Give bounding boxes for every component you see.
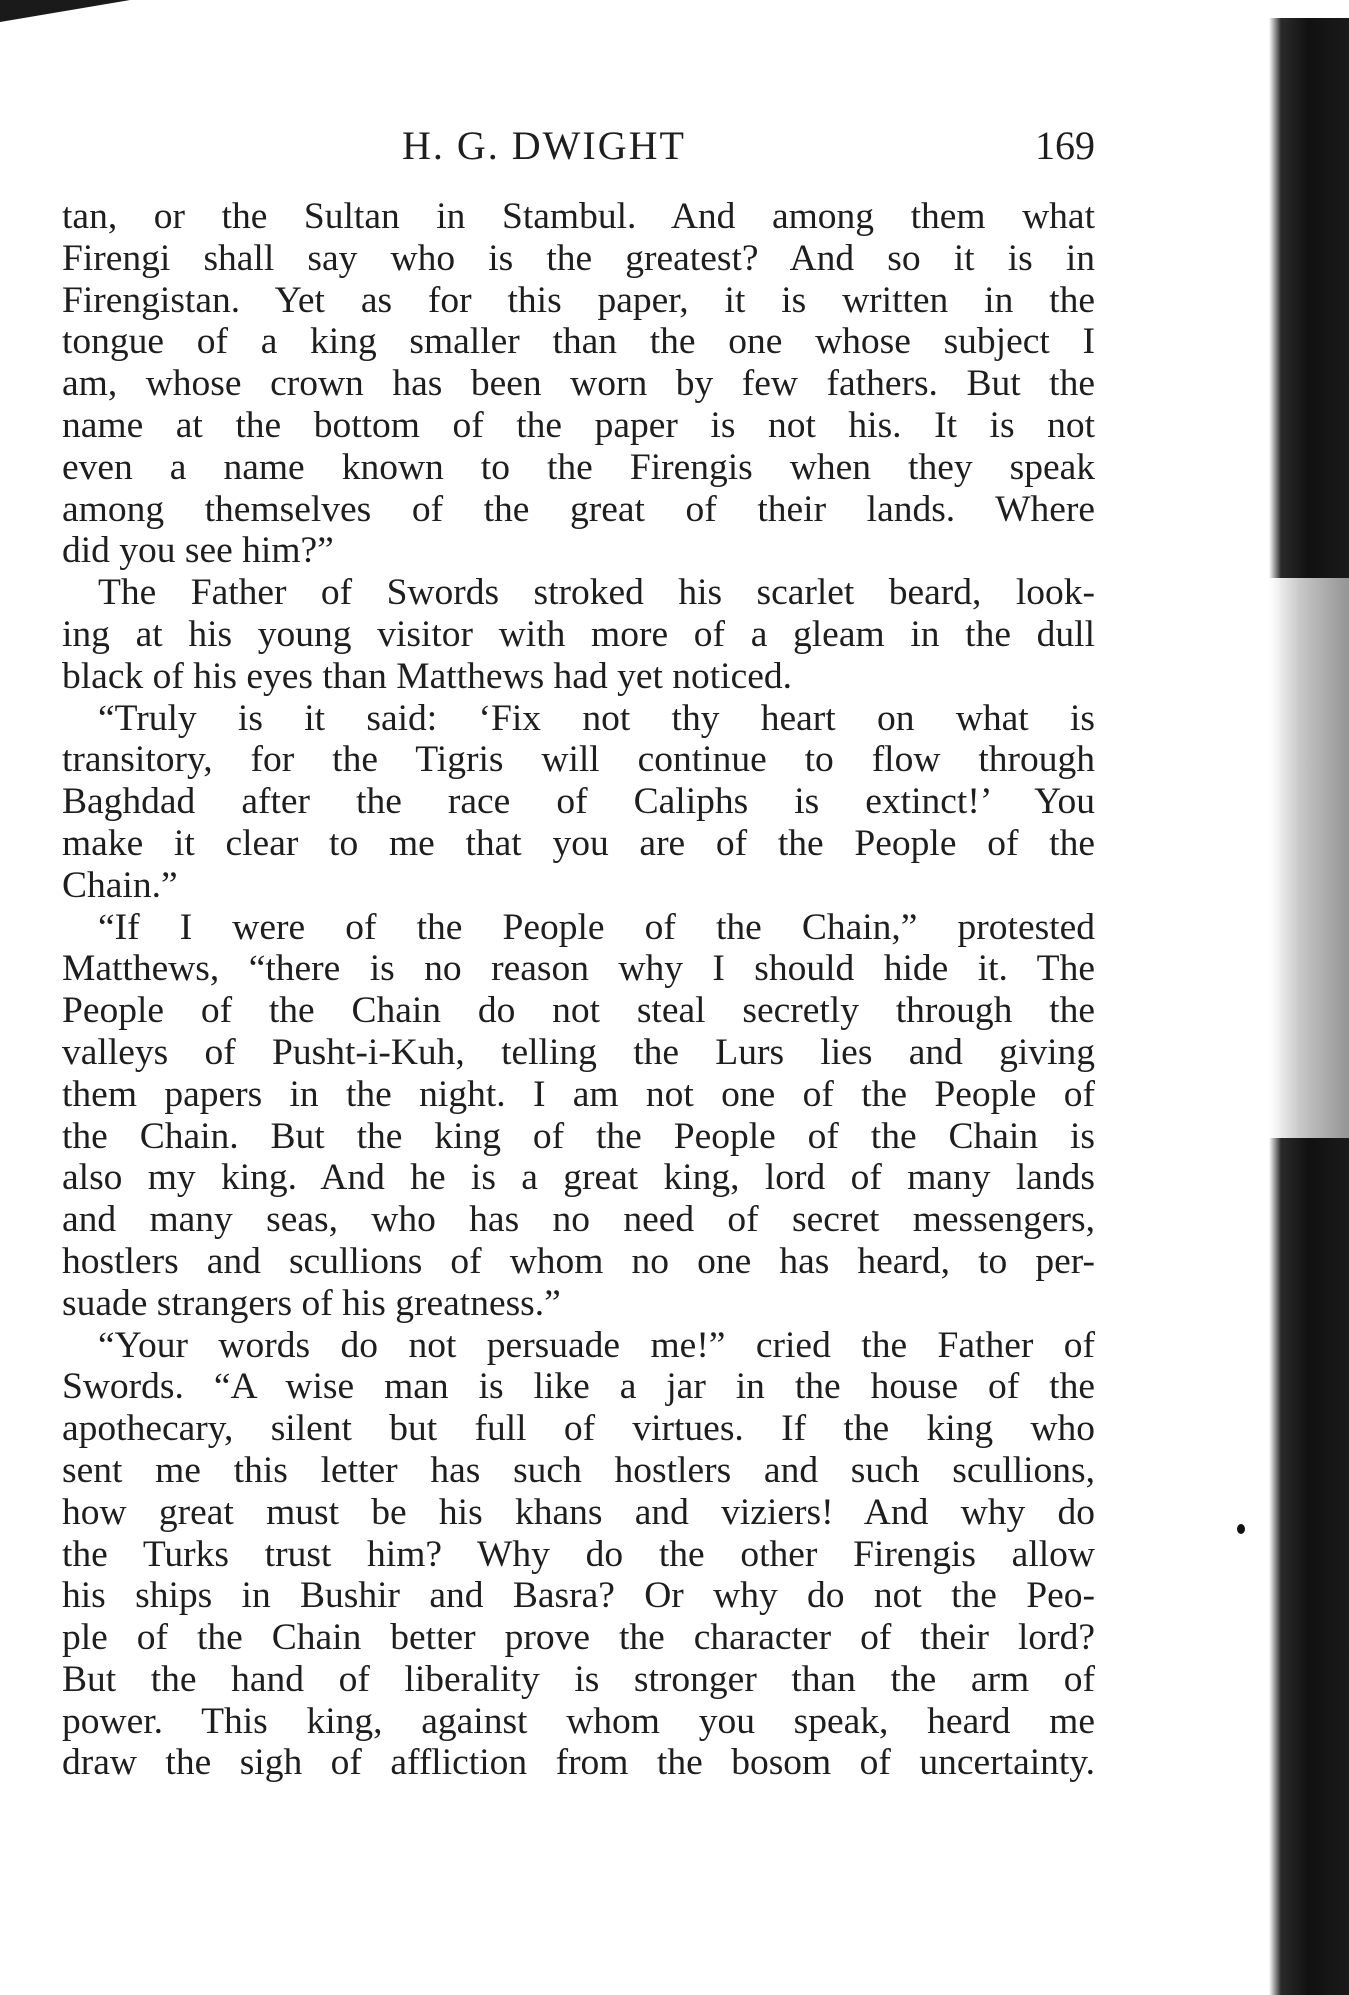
text-line: am, whose crown has been worn by few fathers. But the <box>62 363 1095 405</box>
text-line: ing at his young visitor with more of a gleam in the dull <box>62 613 1095 655</box>
text-line: Swords. “A wise man is like a jar in the house of the <box>62 1366 1095 1408</box>
text-line: sent me this letter has such hostlers and such scullions, <box>62 1449 1095 1491</box>
text-line: even a name known to the Firengis when they speak <box>62 446 1095 488</box>
page-number: 169 <box>1035 123 1095 168</box>
ink-dot <box>1237 1524 1245 1534</box>
text-line: his ships in Bushir and Basra? Or why do not the Peo- <box>62 1575 1095 1617</box>
text-line: “Your words do not persuade me!” cried the Father of <box>98 1324 1095 1366</box>
text-line: suade strangers of his greatness.” <box>62 1282 561 1324</box>
text-line: did you see him?” <box>62 530 334 572</box>
book-binding-shadow <box>1269 18 1349 1995</box>
text-line: “Truly is it said: ‘Fix not thy heart on what is <box>98 697 1095 739</box>
text-line: transitory, for the Tigris will continue to flow through <box>62 739 1095 781</box>
text-line: People of the Chain do not steal secretly through the <box>62 990 1095 1032</box>
text-line: draw the sigh of affliction from the bosom of uncertainty. <box>62 1742 1095 1784</box>
text-line: make it clear to me that you are of the People of the <box>62 822 1095 864</box>
body-text <box>62 196 1095 1784</box>
text-line: valleys of Pusht-i-Kuh, telling the Lurs lies and giving <box>62 1031 1095 1073</box>
text-line: hostlers and scullions of whom no one has heard, to per- <box>62 1240 1095 1282</box>
scan-corner-mark <box>0 0 130 22</box>
text-line: Baghdad after the race of Caliphs is extinct!’ You <box>62 781 1095 823</box>
text-line: “If I were of the People of the Chain,” protested <box>98 906 1095 948</box>
binding-shadow-gap <box>1269 578 1349 1138</box>
text-line: among themselves of the great of their lands. Where <box>62 488 1095 530</box>
text-line: tan, or the Sultan in Stambul. And among them what <box>62 196 1095 237</box>
text-line: name at the bottom of the paper is not his. It is not <box>62 404 1095 446</box>
text-line: But the hand of liberality is stronger than the arm of <box>62 1658 1095 1700</box>
text-line: also my king. And he is a great king, lord of many lands <box>62 1157 1095 1199</box>
text-line: and many seas, who has no need of secret messengers, <box>62 1199 1095 1241</box>
text-line: apothecary, silent but full of virtues. If the king who <box>62 1408 1095 1450</box>
text-line: Matthews, “there is no reason why I should hide it. The <box>62 948 1095 990</box>
text-line: tongue of a king smaller than the one whose subject I <box>62 321 1095 363</box>
running-head: H. G. DWIGHT <box>402 123 686 168</box>
text-line: Firengi shall say who is the greatest? And so it is in <box>62 237 1095 279</box>
text-line: them papers in the night. I am not one of the People of <box>62 1073 1095 1115</box>
text-line: ple of the Chain better prove the character of their lord? <box>62 1617 1095 1659</box>
text-line: the Chain. But the king of the People of the Chain is <box>62 1115 1095 1157</box>
text-line: Chain.” <box>62 864 178 906</box>
text-line: how great must be his khans and viziers! And why do <box>62 1491 1095 1533</box>
text-line: black of his eyes than Matthews had yet noticed. <box>62 655 793 697</box>
text-line: power. This king, against whom you speak, heard me <box>62 1700 1095 1742</box>
text-line: Firengistan. Yet as for this paper, it is written in the <box>62 279 1095 321</box>
text-line: The Father of Swords stroked his scarlet beard, look- <box>98 572 1095 614</box>
page-header <box>62 122 1095 172</box>
text-line: the Turks trust him? Why do the other Firengis allow <box>62 1533 1095 1575</box>
